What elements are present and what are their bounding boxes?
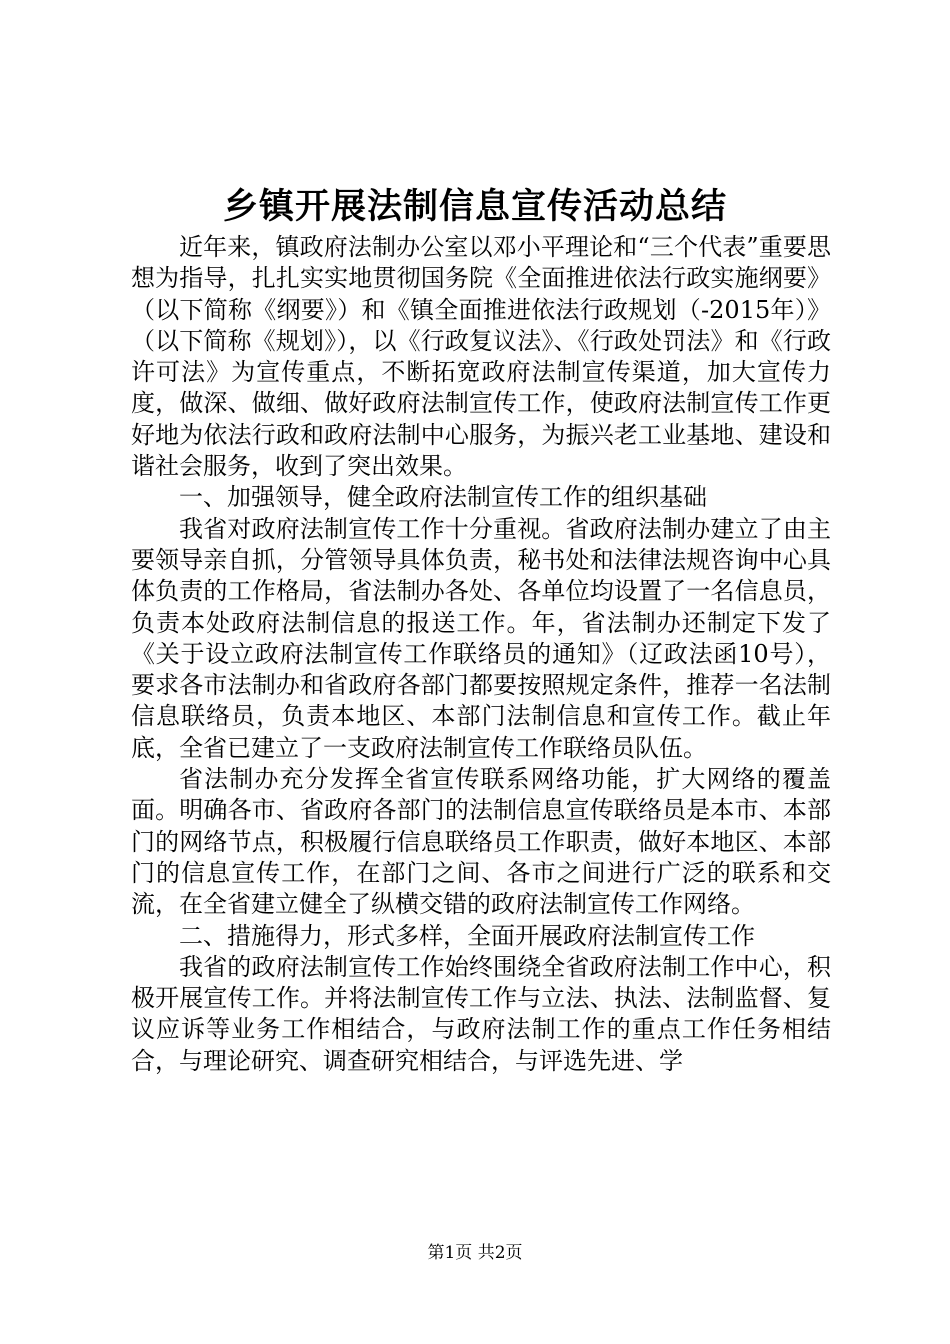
page-number-footer: 第1页 共2页 xyxy=(427,1243,523,1263)
paragraph-intro: 近年来，镇政府法制办公室以邓小平理论和“三个代表”重要思想为指导，扎扎实实地贯彻国务院《全面推进依法行政实施纲要》（以下简称《纲要》）和《镇全面推进依法行政规划（-2015年）》（以下简称《规划》），以《行政复议法》、《行政处罚法》和《行政许可法》为宣传重点，不断拓宽政府法制宣传渠道，加大宣传力度，做深、做细、做好政府法制宣传工作，使政府法制宣传工作更好地为依法行政和政府法制中心服务，为振兴老工业基地、建设和谐社会服务，收到了突出效果。 xyxy=(131,233,831,481)
section-heading-1: 一、加强领导，健全政府法制宣传工作的组织基础 xyxy=(179,483,707,512)
document-title: 乡镇开展法制信息宣传活动总结 xyxy=(222,186,727,227)
paragraph-section1-a: 我省对政府法制宣传工作十分重视。省政府法制办建立了由主要领导亲自抓，分管领导具体负责，秘书处和法律法规咨询中心具体负责的工作格局，省法制办各处、各单位均设置了一名信息员，负责本处政府法制信息的报送工作。年，省法制办还制定下发了《关于设立政府法制宣传工作联络员的通知》（辽政法函10号），要求各市法制办和省政府各部门都要按照规定条件，推荐一名法制信息联络员，负责本地区、本部门法制信息和宣传工作。截止年底，全省已建立了一支政府法制宣传工作联络员队伍。 xyxy=(131,514,831,762)
paragraph-section2-a: 我省的政府法制宣传工作始终围绕全省政府法制工作中心，积极开展宣传工作。并将法制宣传工作与立法、执法、法制监督、复议应诉等业务工作相结合，与政府法制工作的重点工作任务相结合，与理论研究、调查研究相结合，与评选先进、学 xyxy=(131,952,831,1075)
paragraph-section1-b: 省法制办充分发挥全省宣传联系网络功能，扩大网络的覆盖面。明确各市、省政府各部门的法制信息宣传联络员是本市、本部门的网络节点，积极履行信息联络员工作职责，做好本地区、本部门的信息宣传工作，在部门之间、各市之间进行广泛的联系和交流，在全省建立健全了纵横交错的政府法制宣传工作网络。 xyxy=(131,765,831,919)
document-body xyxy=(131,232,831,1077)
section-heading-2: 二、措施得力，形式多样，全面开展政府法制宣传工作 xyxy=(179,921,755,950)
